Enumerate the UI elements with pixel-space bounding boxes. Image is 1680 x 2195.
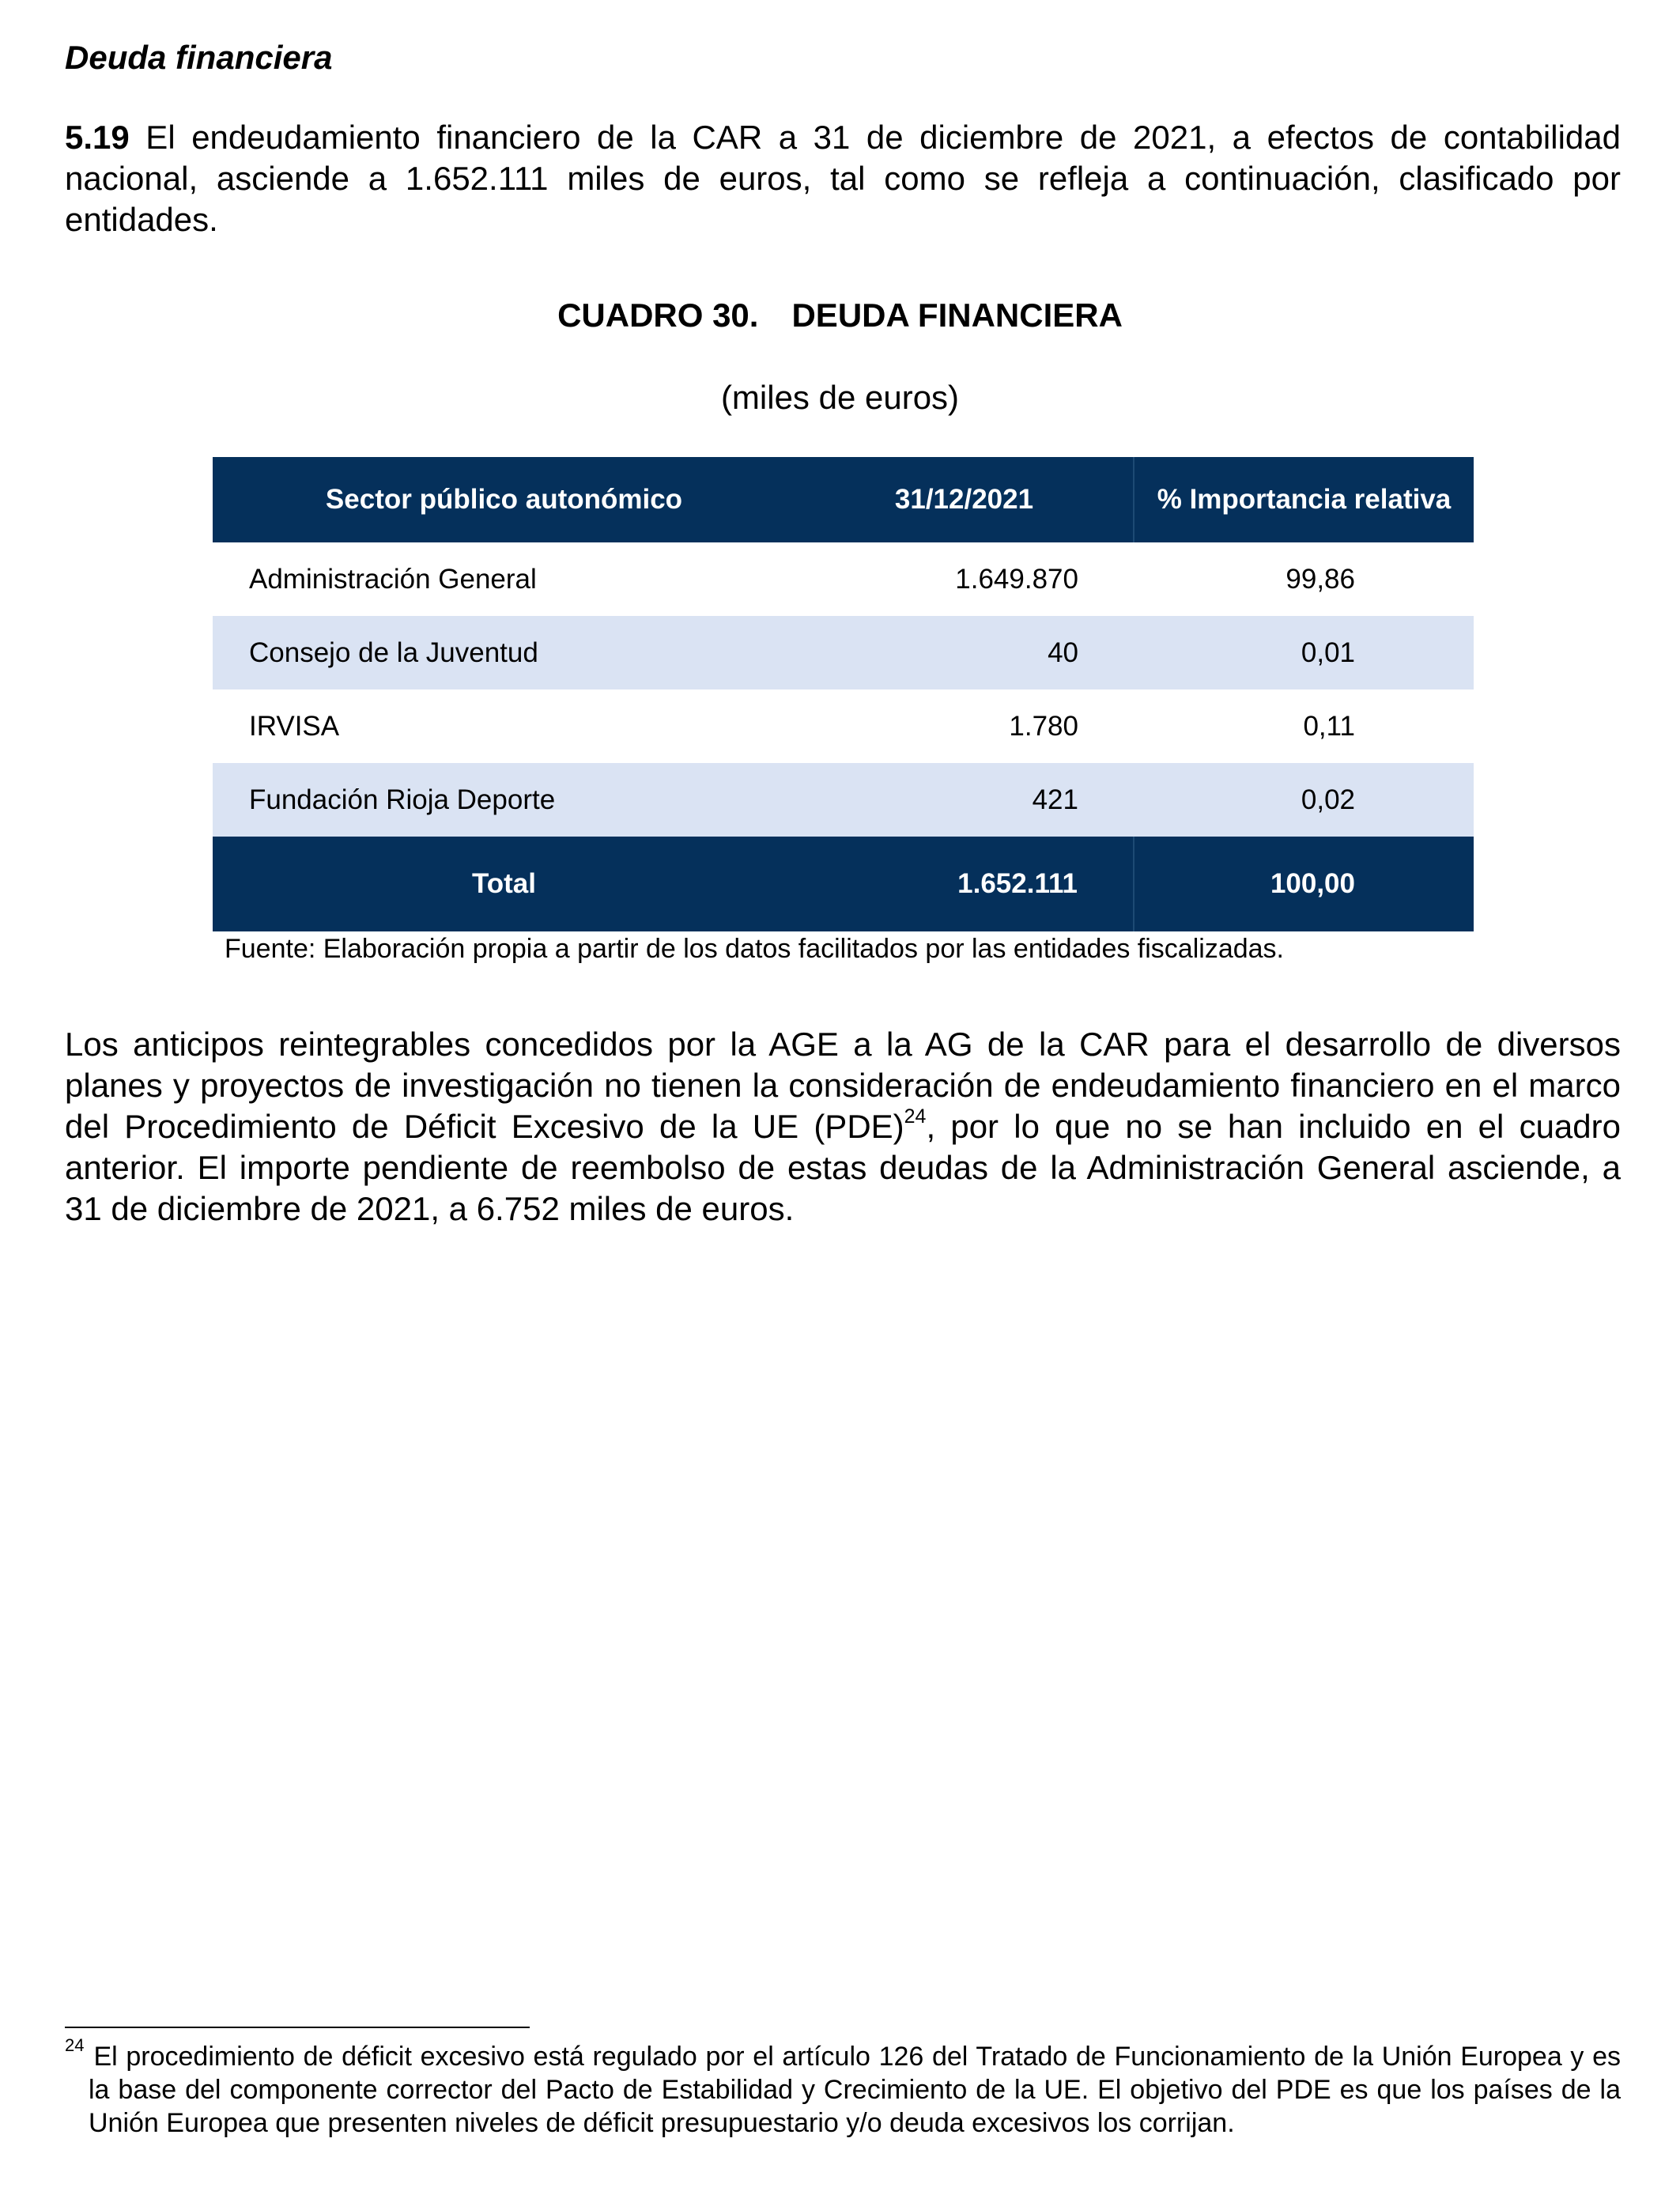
row-entity-name: Administración General [249,563,537,595]
row-amount: 40 [795,616,1134,689]
table-source-note: Fuente: Elaboración propia a partir de los datos facilitados por las entidades fiscalizadas. [225,934,1284,964]
footnote-text: El procedimiento de déficit excesivo está regulado por el artículo 126 del Tratado de Funcionamiento de la Unión Europea y es la base del componente corrector del Pacto de Estabilidad y Crecimiento de la UE. El objetivo del PDE es que los países de la Unión Europea que presenten niveles de déficit presupuestario y/o deuda excesivos los corrijan. [89,2042,1621,2138]
column-header-percent: % Importancia relativa [1134,457,1474,542]
row-percent: 0,01 [1134,616,1474,689]
total-percent: 100,00 [1134,837,1474,931]
table-row [213,616,1474,689]
paragraph-text-after: , por lo que no se han incluido en el cuadro anterior. El importe pendiente de reembolso de estas deudas de la Administración General asciende, a 31 de diciembre de 2021, a 6.752 miles de euros. [65,1108,1621,1227]
debt-table [213,457,1474,931]
table-units: (miles de euros) [720,379,960,416]
table-row [213,542,1474,616]
paragraph-text-before: Los anticipos reintegrables concedidos por la AGE a la AG de la CAR para el desarrollo de diversos planes y proyectos de investigación no tienen la consideración de endeudamiento financiero en el marco del Procedimiento de Déficit Excesivo de la UE (PDE) [65,1026,1621,1145]
row-entity-name: Fundación Rioja Deporte [213,763,795,837]
paragraph-5-19 [65,117,1621,240]
column-header-date: 31/12/2021 [795,457,1134,542]
table-total-row [213,837,1474,931]
row-percent: 0,02 [1134,763,1474,837]
column-header-sector: Sector público autonómico [213,457,795,542]
paragraph-anticipos [65,1024,1621,1230]
total-amount: 1.652.111 [795,837,1134,931]
row-amount: 1.780 [1009,710,1078,742]
row-percent: 99,86 [1285,563,1355,595]
footnote-24 [65,2034,1621,2140]
footnote-reference[interactable]: 24 [904,1105,927,1128]
paragraph-text: El endeudamiento financiero de la CAR a 31 de diciembre de 2021, a efectos de contabilidad nacional, asciende a 1.652.111 miles de euros, tal como se refleja a continuación, clasificado por entidades. [65,119,1621,238]
paragraph-number: 5.19 [65,119,130,156]
row-amount: 1.649.870 [955,563,1078,595]
row-percent: 0,11 [1303,710,1355,742]
row-entity-name: Consejo de la Juventud [213,616,795,689]
table-caption [0,294,1680,337]
footnote-marker: 24 [65,2034,85,2055]
section-title: Deuda financiera [65,39,333,76]
row-entity-name: IRVISA [249,710,340,742]
row-amount: 421 [795,763,1134,837]
table-row [213,689,1474,763]
table-caption-number: CUADRO 30. [557,297,759,334]
table-header-row [213,457,1474,542]
table-caption-title: DEUDA FINANCIERA [791,297,1123,334]
footnote-separator [65,2027,530,2028]
table-row [213,763,1474,837]
total-label: Total [213,837,795,931]
